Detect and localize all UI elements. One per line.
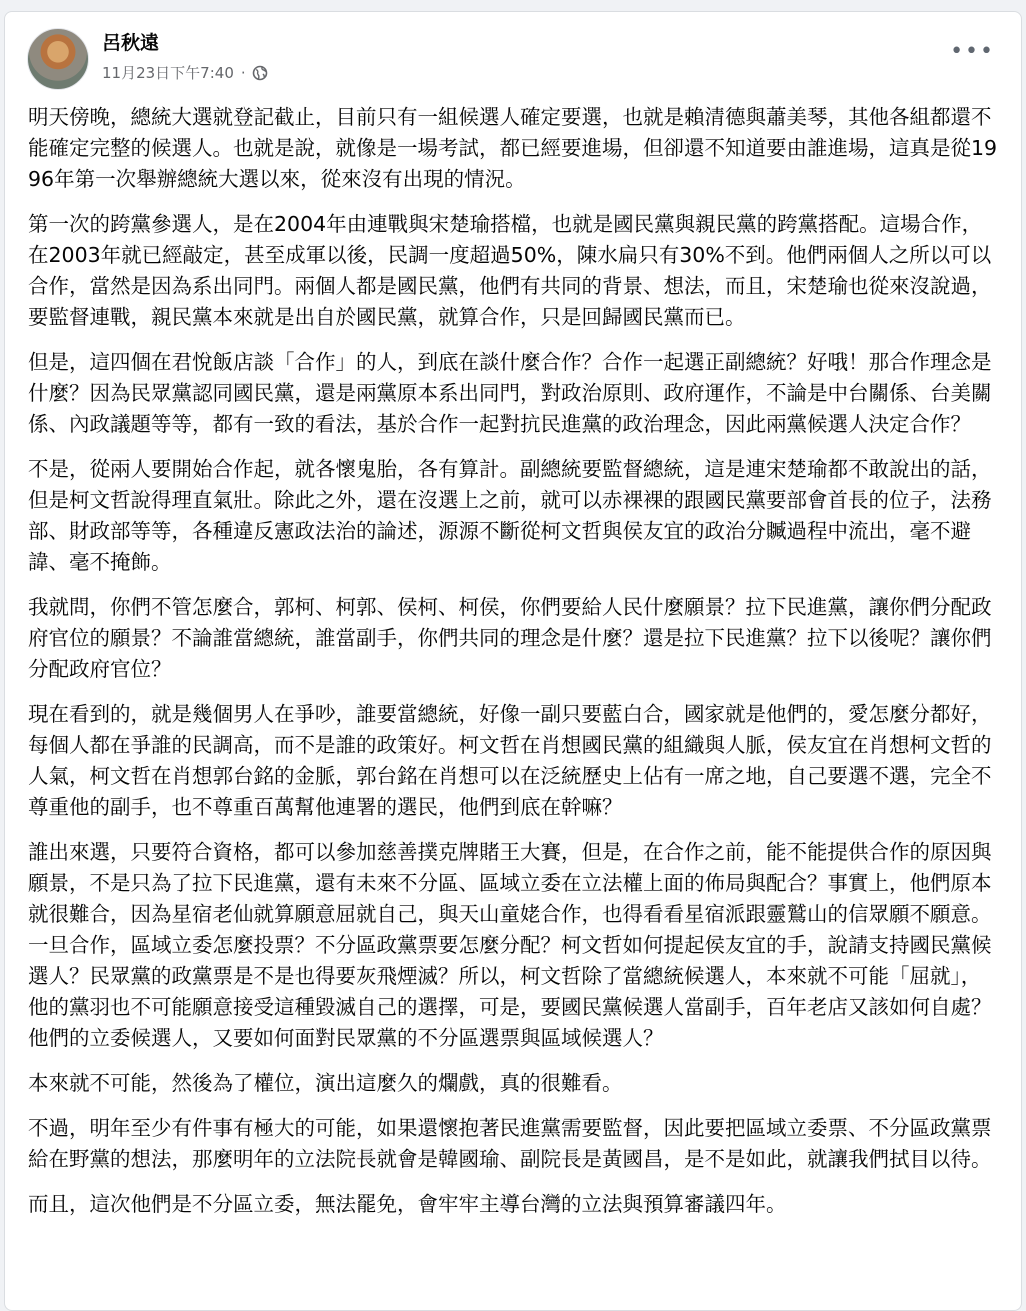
avatar[interactable]: [27, 28, 89, 90]
post-paragraph: 現在看到的，就是幾個男人在爭吵，誰要當總統，好像一副只要藍白合，國家就是他們的，愛怎麼分都好，每個人都在爭誰的民調高，而不是誰的政策好。柯文哲在肖想國民黨的組織與人脈，侯友宜在肖想柯文哲的人氣，柯文哲在肖想郭台銘的金脈，郭台銘在肖想可以在泛統歷史上佔有一席之地，自己要選不選，完全不尊重他的副手，也不尊重百萬幫他連署的選民，他們到底在幹嘛？: [28, 702, 992, 819]
post-paragraph: 但是，這四個在君悅飯店談「合作」的人，到底在談什麼合作？合作一起選正副總統？好哦！那合作理念是什麼？因為民眾黨認同國民黨，還是兩黨原本系出同門，對政治原則、政府運作，不論是中台關係、台美關係、內政議題等等，都有一致的看法，基於合作一起對抗民進黨的政治理念，因此兩黨候選人決定合作？: [28, 350, 992, 436]
more-options-icon[interactable]: •••: [950, 39, 995, 64]
author-name[interactable]: 呂秋遠: [102, 32, 160, 54]
post-meta: [102, 63, 268, 83]
post-paragraph: 我就問，你們不管怎麼合，郭柯、柯郭、侯柯、柯侯，你們要給人民什麼願景？拉下民進黨，讓你們分配政府官位的願景？不論誰當總統，誰當副手，你們共同的理念是什麼？還是拉下民進黨？拉下以後呢？讓你們分配政府官位？: [28, 595, 992, 681]
post-paragraph: 而且，這次他們是不分區立委，無法罷免，會牢牢主導台灣的立法與預算審議四年。: [28, 1192, 787, 1216]
post-header: [5, 12, 1021, 102]
post-paragraph: 誰出來選，只要符合資格，都可以參加慈善撲克牌賭王大賽，但是，在合作之前，能不能提供合作的原因與願景，不是只為了拉下民進黨，還有未來不分區、區域立委在立法權上面的佈局與配合？事實上，他們原本就很難合，因為星宿老仙就算願意屈就自己，與天山童姥合作，也得看看星宿派跟靈鷲山的信眾願不願意。一旦合作，區域立委怎麼投票？不分區政黨票要怎麼分配？柯文哲如何提起侯友宜的手，說請支持國民黨候選人？民眾黨的政黨票是不是也得要灰飛煙滅？所以，柯文哲除了當總統候選人，本來就不可能「屈就」，他的黨羽也不可能願意接受這種毀滅自己的選擇，可是，要國民黨候選人當副手，百年老店又該如何自處？他們的立委候選人，又要如何面對民眾黨的不分區選票與區域候選人？: [28, 840, 992, 1050]
post-paragraph: 不是，從兩人要開始合作起，就各懷鬼胎，各有算計。副總統要監督總統，這是連宋楚瑜都不敢說出的話，但是柯文哲說得理直氣壯。除此之外，還在沒選上之前，就可以赤裸裸的跟國民黨要部會首長的位子，法務部、財政部等等，各種違反憲政法治的論述，源源不斷從柯文哲與侯友宜的政治分贓過程中流出，毫不避諱、毫不掩飾。: [28, 457, 992, 574]
post-paragraph: 明天傍晚，總統大選就登記截止，目前只有一組候選人確定要選，也就是賴清德與蕭美琴，其他各組都還不能確定完整的候選人。也就是說，就像是一場考試，都已經要進場，但卻還不知道要由誰進場，這真是從1996年第一次舉辦總統大選以來，從來沒有出現的情況。: [28, 105, 998, 191]
post-paragraph: 本來就不可能，然後為了權位，演出這麼久的爛戲，真的很難看。: [28, 1071, 623, 1095]
post-paragraph: 不過，明年至少有件事有極大的可能，如果還懷抱著民進黨需要監督，因此要把區域立委票、不分區政黨票給在野黨的想法，那麼明年的立法院長就會是韓國瑜、副院長是黃國昌，是不是如此，就讓我們拭目以待。: [28, 1116, 992, 1171]
post-card: [4, 11, 1022, 1311]
post-paragraph: 第一次的跨黨參選人，是在2004年由連戰與宋楚瑜搭檔，也就是國民黨與親民黨的跨黨搭配。這場合作，在2003年就已經敲定，甚至成軍以後，民調一度超過50%，陳水扁只有30%不到。他們兩個人之所以可以合作，當然是因為系出同門。兩個人都是國民黨，他們有共同的背景、想法，而且，宋楚瑜也從來沒說過，要監督連戰，親民黨本來就是出自於國民黨，就算合作，只是回歸國民黨而已。: [28, 212, 992, 329]
post-body: [28, 102, 1001, 1234]
globe-icon[interactable]: [252, 65, 268, 81]
post-timestamp[interactable]: 11月23日下午7:40: [102, 64, 234, 82]
meta-separator: ·: [240, 64, 246, 82]
